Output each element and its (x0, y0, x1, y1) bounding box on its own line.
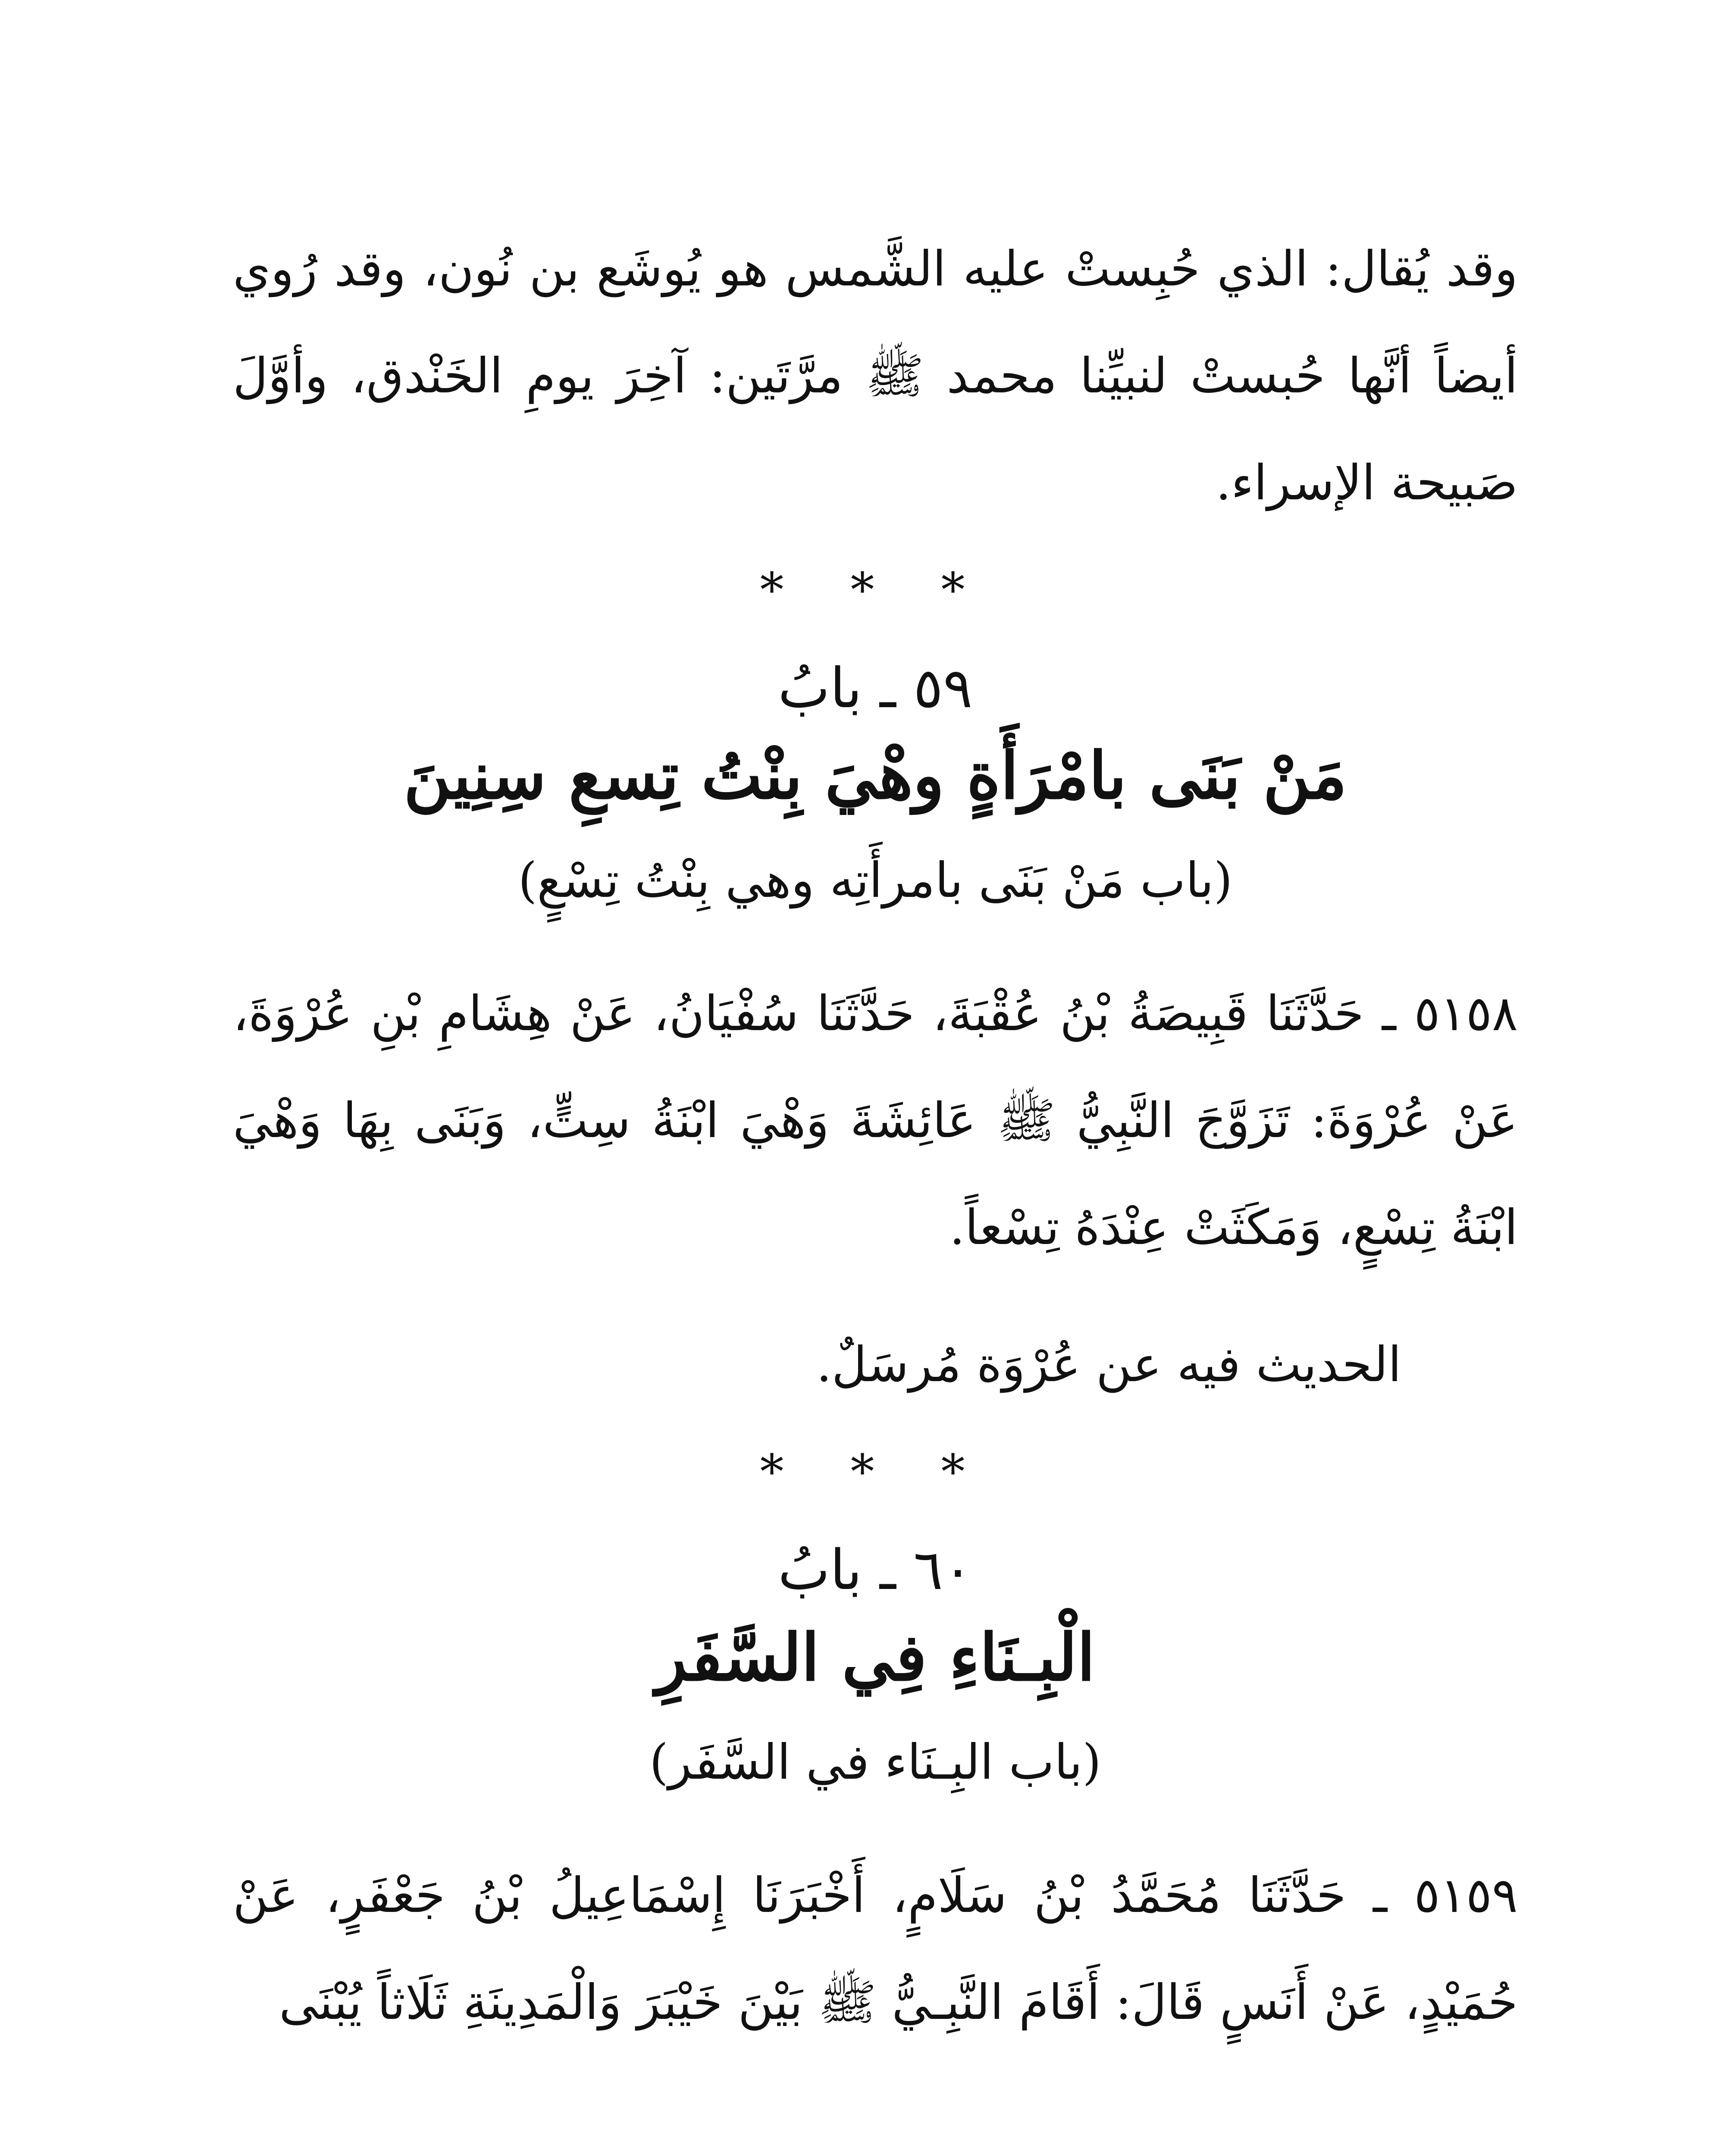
hadith-text: ٥١٥٨ ـ حَدَّثَنَا قَبِيصَةُ بْنُ عُقْبَةَ، حَدَّثَنَا سُفْيَانُ، عَنْ هِشَامِ بْنِ عُرْوَةَ، عَنْ عُرْوَةَ: تَزَوَّجَ النَّبِيُّ ﷺ عَائِشَةَ وَهْيَ ابْنَةُ سِتٍّ، وَبَنَى بِهَا وَهْيَ ابْنَةُ تِسْعٍ، وَمَكَثَتْ عِنْدَهُ تِسْعاً. (233, 986, 1518, 1256)
chapter-title: الْبِـنَاءِ فِي السَّفَرِ (655, 1620, 1095, 1695)
chapter-59 (233, 656, 1518, 1418)
section-separator: * * * (760, 1444, 991, 1499)
chapter-title: مَنْ بَنَى بامْرَأَةٍ وهْيَ بِنْتُ تِسعِ سِنِينَ (404, 738, 1347, 814)
chapter-number: ٥٩ ـ بابُ (778, 656, 973, 721)
page-body (233, 216, 1518, 2056)
chapter-60 (233, 1538, 1518, 2056)
hadith-text: ٥١٥٩ ـ حَدَّثَنَا مُحَمَّدُ بْنُ سَلَامٍ، أَخْبَرَنَا إِسْمَاعِيلُ بْنُ جَعْفَرٍ، عَنْ حُمَيْدٍ، عَنْ أَنَسٍ قَالَ: أَقَامَ النَّبِـيُّ ﷺ بَيْنَ خَيْبَرَ وَالْمَدِينَةِ ثَلَاثاً يُبْنَى (233, 1868, 1518, 2031)
section-separator: * * * (760, 562, 991, 617)
chapter-subtitle: (باب البِـنَاء في السَّفَر) (649, 1734, 1101, 1790)
chapter-subtitle: (باب مَنْ بَنَى بامرأَتِه وهي بِنْتُ تِسْعٍ) (518, 852, 1233, 909)
chapter-number: ٦٠ ـ بابُ (778, 1538, 973, 1602)
hadith-note: الحديث فيه عن عُرْوَة مُرسَلٌ. (816, 1337, 1401, 1393)
intro-paragraph: وقد يُقال: الذي حُبِستْ عليه الشَّمس هو يُوشَع بن نُون، وقد رُوي أيضاً أنَّها حُبستْ لنبيِّنا محمد ﷺ مرَّتَين: آخِرَ يومِ الخَنْدق، وأوَّلَ صَبيحة الإسراء. (233, 241, 1518, 511)
